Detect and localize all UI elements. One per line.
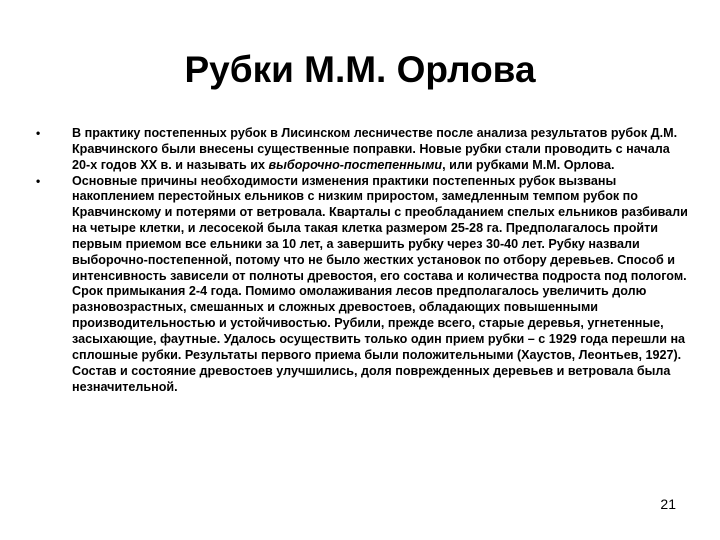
bullet-item-2 — [36, 174, 688, 396]
bullet-text — [72, 126, 677, 172]
bullet-text: Основные причины необходимости изменения практики постепенных рубок вызваны накоплением перестойных ельников с низким приростом, замедленным темпом рубок по Кравчинскому и потерями от ветровала. Кварталы с преобладанием спелых ельников разбивали на четыре клетки, и лесосекой была такая клетка размером 25-28 га. Предполагалось пройти первым приемом все ельники за 10 лет, а завершить рубку через 30-40 лет. Рубку назвали выборочно-постепенной, потому что не было жестких установок по отбору деревьев. Способ и интенсивность зависели от полноты древостоя, его состава и количества подроста под пологом. Срок примыкания 2-4 года. Помимо омолаживания лесов предполагалось увеличить долю разновозрастных, смешанных и сложных древостоев, обладающих повышенными производительностью и устойчивостью. Рубили, прежде всего, старые деревья, угнетенные, засыхающие, фаутные. Удалось осуществить только один прием рубки – с 1929 года перешли на сплошные рубки. Результаты первого приема были положительными (Хаустов, Леонтьев, 1927). Состав и состояние древостоев улучшились, доля поврежденных деревьев и ветровала была незначительной. — [72, 173, 688, 394]
bullet-list — [36, 126, 688, 395]
slide-title: Рубки М.М. Орлова — [184, 49, 536, 90]
emphasized-term: выборочно-постепенными — [268, 157, 443, 172]
bullet-text-part: В практику постепенных рубок в Лисинском лесничестве после анализа результатов рубок Д.М. Кравчинского были внесены существенные поправки. Новые рубки стали проводить с начала 20-х годов XX в. и называть их — [72, 126, 678, 172]
page-number: 21 — [660, 496, 676, 512]
bullet-marker: • — [36, 126, 41, 140]
bullet-marker: • — [36, 173, 41, 188]
bullet-item-1 — [36, 126, 688, 174]
bullet-text-part: , или рубками М.М. Орлова. — [442, 157, 615, 172]
